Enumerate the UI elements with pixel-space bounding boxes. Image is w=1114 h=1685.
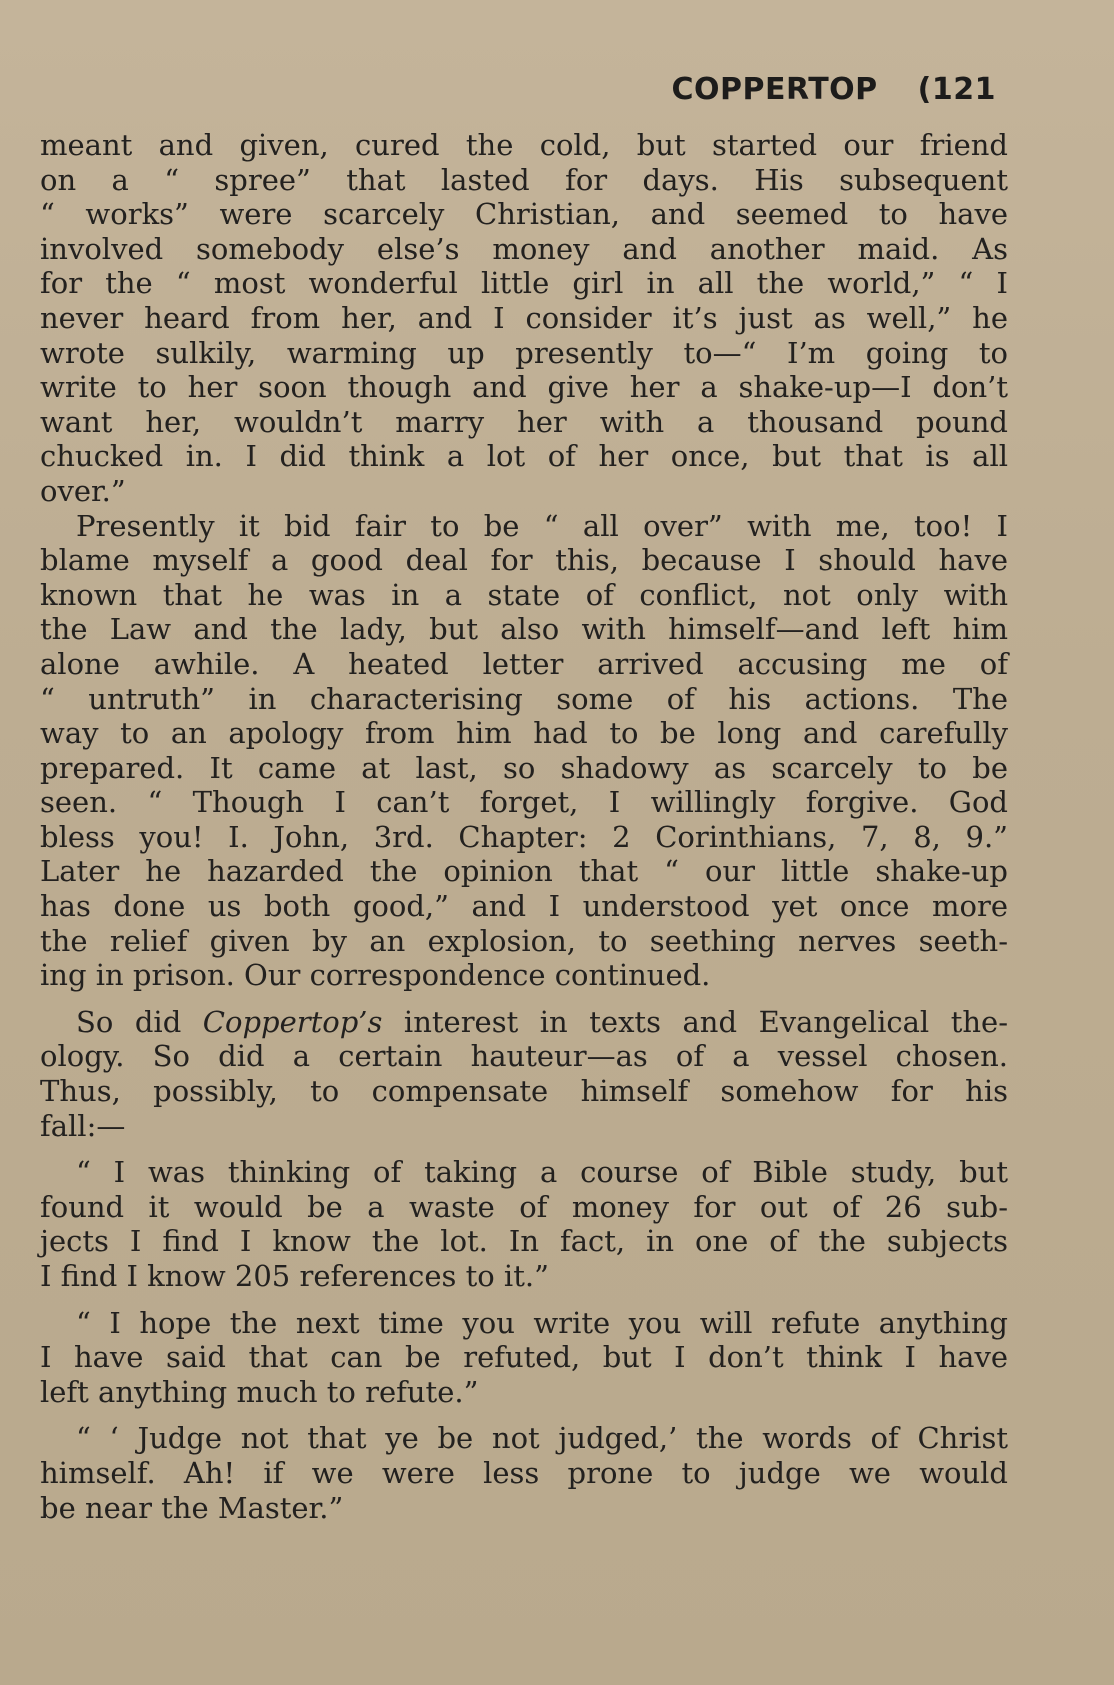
text-line: himself. Ah! if we were less prone to judge we would bbox=[40, 1455, 1008, 1490]
text-line: “ untruth” in characterising some of his actions. The bbox=[40, 681, 1008, 716]
paragraph-3 bbox=[40, 1005, 1008, 1143]
text-line: seen. “ Though I can’t forget, I willingly forgive. God bbox=[40, 785, 1008, 820]
text-line: Later he hazarded the opinion that “ our little shake-up bbox=[40, 854, 1008, 889]
text-line: Thus, possibly, to compensate himself somehow for his bbox=[40, 1074, 1008, 1109]
paragraph-1 bbox=[40, 128, 1008, 509]
text-line: ology. So did a certain hauteur—as of a vessel chosen. bbox=[40, 1039, 1008, 1074]
text-run: interest in texts and Evangelical the- bbox=[382, 1004, 1008, 1039]
text-line: bless you! I. John, 3rd. Chapter: 2 Corinthians, 7, 8, 9.” bbox=[40, 819, 1008, 854]
text-line: want her, wouldn’t marry her with a thousand pound bbox=[40, 404, 1008, 439]
text-line: prepared. It came at last, so shadowy as scarcely to be bbox=[40, 750, 1008, 785]
text-line: has done us both good,” and I understood yet once more bbox=[40, 889, 1008, 924]
text-line: left anything much to refute.” bbox=[40, 1374, 479, 1409]
text-line bbox=[40, 1005, 1008, 1040]
text-line: for the “ most wonderful little girl in all the world,” “ I bbox=[40, 266, 1008, 301]
text-line: “ I hope the next time you write you will refute anything bbox=[76, 1305, 1008, 1340]
text-line: the relief given by an explosion, to seething nerves seeth- bbox=[40, 923, 1008, 958]
text-line: jects I find I know the lot. In fact, in one of the subjects bbox=[40, 1224, 1008, 1259]
text-line: chucked in. I did think a lot of her once, but that is all bbox=[40, 439, 1008, 474]
text-line: found it would be a waste of money for out of 26 sub- bbox=[40, 1189, 1008, 1224]
text-line: I have said that can be refuted, but I don’t think I have bbox=[40, 1340, 1008, 1375]
text-line: “ ‘ Judge not that ye be not judged,’ the words of Christ bbox=[76, 1421, 1008, 1456]
page-number: (121 bbox=[917, 72, 996, 107]
text-line: wrote sulkily, warming up presently to—“ I’m going to bbox=[40, 335, 1008, 370]
text-line: “ I was thinking of taking a course of Bible study, but bbox=[76, 1155, 1008, 1190]
text-line: I find I know 205 references to it.” bbox=[40, 1259, 549, 1293]
paragraph-4 bbox=[40, 1155, 1008, 1293]
italic-title: Coppertop’s bbox=[202, 1004, 383, 1039]
text-line: over.” bbox=[40, 473, 126, 508]
text-line: never heard from her, and I consider it’s just as well,” he bbox=[40, 300, 1008, 335]
text-line: be near the Master.” bbox=[40, 1490, 344, 1525]
page-body bbox=[40, 128, 1008, 1525]
text-line: way to an apology from him had to be long and carefully bbox=[40, 716, 1008, 751]
text-line: involved somebody else’s money and another maid. As bbox=[40, 231, 1008, 266]
text-line: on a “ spree” that lasted for days. His subsequent bbox=[40, 162, 1008, 197]
text-line: Presently it bid fair to be “ all over” with me, too! I bbox=[76, 508, 1008, 543]
paragraph-5 bbox=[40, 1306, 1008, 1410]
text-line: alone awhile. A heated letter arrived accusing me of bbox=[40, 646, 1008, 681]
text-line: write to her soon though and give her a shake-up—I don’t bbox=[40, 370, 1008, 405]
text-line: meant and given, cured the cold, but started our friend bbox=[40, 128, 1008, 162]
text-line: ing in prison. Our correspondence continued. bbox=[40, 958, 711, 993]
text-line: fall:— bbox=[40, 1108, 126, 1143]
paragraph-2 bbox=[40, 509, 1008, 993]
text-line: known that he was in a state of conflict, not only with bbox=[40, 577, 1008, 612]
text-line: “ works” were scarcely Christian, and seemed to have bbox=[40, 197, 1008, 232]
text-line: blame myself a good deal for this, because I should have bbox=[40, 543, 1008, 578]
text-run: So did bbox=[76, 1004, 203, 1039]
paragraph-6 bbox=[40, 1421, 1008, 1525]
text-line: the Law and the lady, but also with himself—and left him bbox=[40, 612, 1008, 647]
running-head bbox=[671, 72, 996, 107]
running-title: COPPERTOP bbox=[671, 72, 878, 107]
